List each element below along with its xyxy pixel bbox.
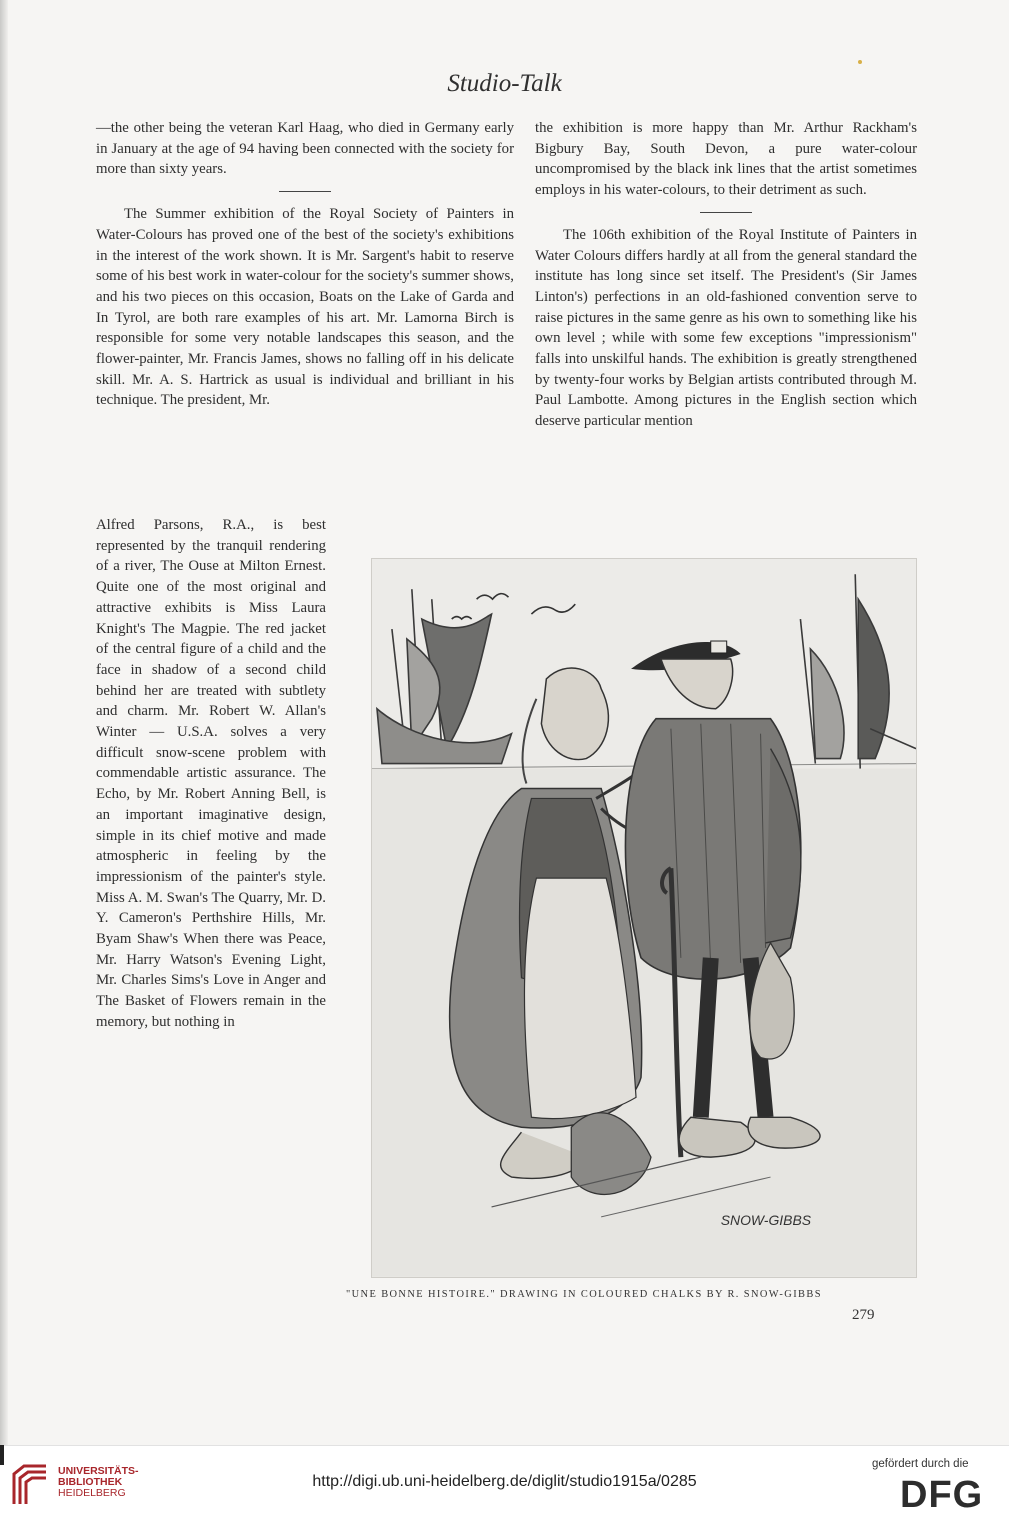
illustration-une-bonne-histoire [371,558,917,1278]
library-line-1: UNIVERSITÄTS- [58,1465,139,1477]
paragraph-royal-society: The Summer exhibition of the Royal Society of Painters in Water-Colours has proved one of the best of the society's exhibitions in the interest of the work shown. It is Mr. Sargent's habit to reserve some of his best work in water-colour for the society's summer shows, and his two pieces on this occasion, Boats on the Lake of Garda and In Tyrol, are both rare examples of his art. Mr. Lamorna Birch is responsible for some very notable landscapes this season, and the flower-painter, Mr. Francis James, shows no falling off in his delicate skill. Mr. A. S. Hartrick as usual is individual and brilliant in his technique. The president, Mr. [96,206,514,409]
library-line-3: HEIDELBERG [58,1487,126,1499]
artist-signature: SNOW-GIBBS [720,1211,812,1228]
left-column-top [96,118,514,411]
gutter-shadow [0,0,8,1445]
left-column-narrow [96,515,326,1033]
ink-spot [858,60,862,64]
section-rule [279,191,331,192]
right-column-top [535,118,917,432]
funding-label: gefördert durch die [872,1458,969,1470]
dfg-logo[interactable]: DFG [900,1474,984,1516]
figure-caption: "UNE BONNE HISTOIRE." DRAWING IN COLOURED CHALKS BY R. SNOW-GIBBS [346,1289,822,1300]
paragraph-rackham: the exhibition is more happy than Mr. Arthur Rackham's Bigbury Bay, South Devon, a pure water-colour uncompromised by the black ink lines that the artist sometimes employs in his water-colours, to their detriment as such. [535,120,917,199]
library-line-2: BIBLIOTHEK [58,1476,123,1488]
section-rule [700,212,752,213]
paragraph-exhibits: Alfred Parsons, R.A., is best represented by the tranquil rendering of a river, The Ouse at Milton Ernest. Quite one of the most original and attractive exhibits is Miss Laura Knight's The Magpie. The red jacket of the central figure of a child and the face in shadow of a second child behind her are treated with subtlety and charm. Mr. Robert W. Allan's Winter — U.S.A. solves a very difficult snow-scene problem with commendable artistic assurance. The Echo, by Mr. Robert Anning Bell, is an important imaginative design, simple in its chief motive and made atmospheric in feeling by the impressionism of the painter's style. Miss A. M. Swan's The Quarry, Mr. D. Y. Cameron's Perthshire Hills, Mr. Byam Shaw's When there was Peace, Mr. Harry Watson's Evening Light, Mr. Charles Sims's Love in Anger and The Basket of Flowers remain in the memory, but nothing in [96,517,326,1030]
running-title: Studio-Talk [447,70,562,97]
permalink-url[interactable]: http://digi.ub.uni-heidelberg.de/diglit/studio1915a/0285 [312,1473,697,1490]
page-number: 279 [852,1307,875,1323]
paragraph-royal-institute: The 106th exhibition of the Royal Institute of Painters in Water Colours differs hardly at all from the general standard the institute has long since set itself. The President's (Sir James Linton's) perfections in an old-fashioned convention serve to raise pictures in the same genre as his own to something like his own level ; while with some few exceptions "impressionism" falls into unskilful hands. The exhibition is greatly strengthened by twenty-four works by Belgian artists contributed through M. Paul Lambotte. Among pictures in the English section which deserve particular mention [535,226,917,430]
footer-marker [0,1445,4,1465]
paragraph-karl-haag: —the other being the veteran Karl Haag, who died in Germany early in January at the age of 94 having been connected with the society for more than sixty years. [96,120,514,178]
